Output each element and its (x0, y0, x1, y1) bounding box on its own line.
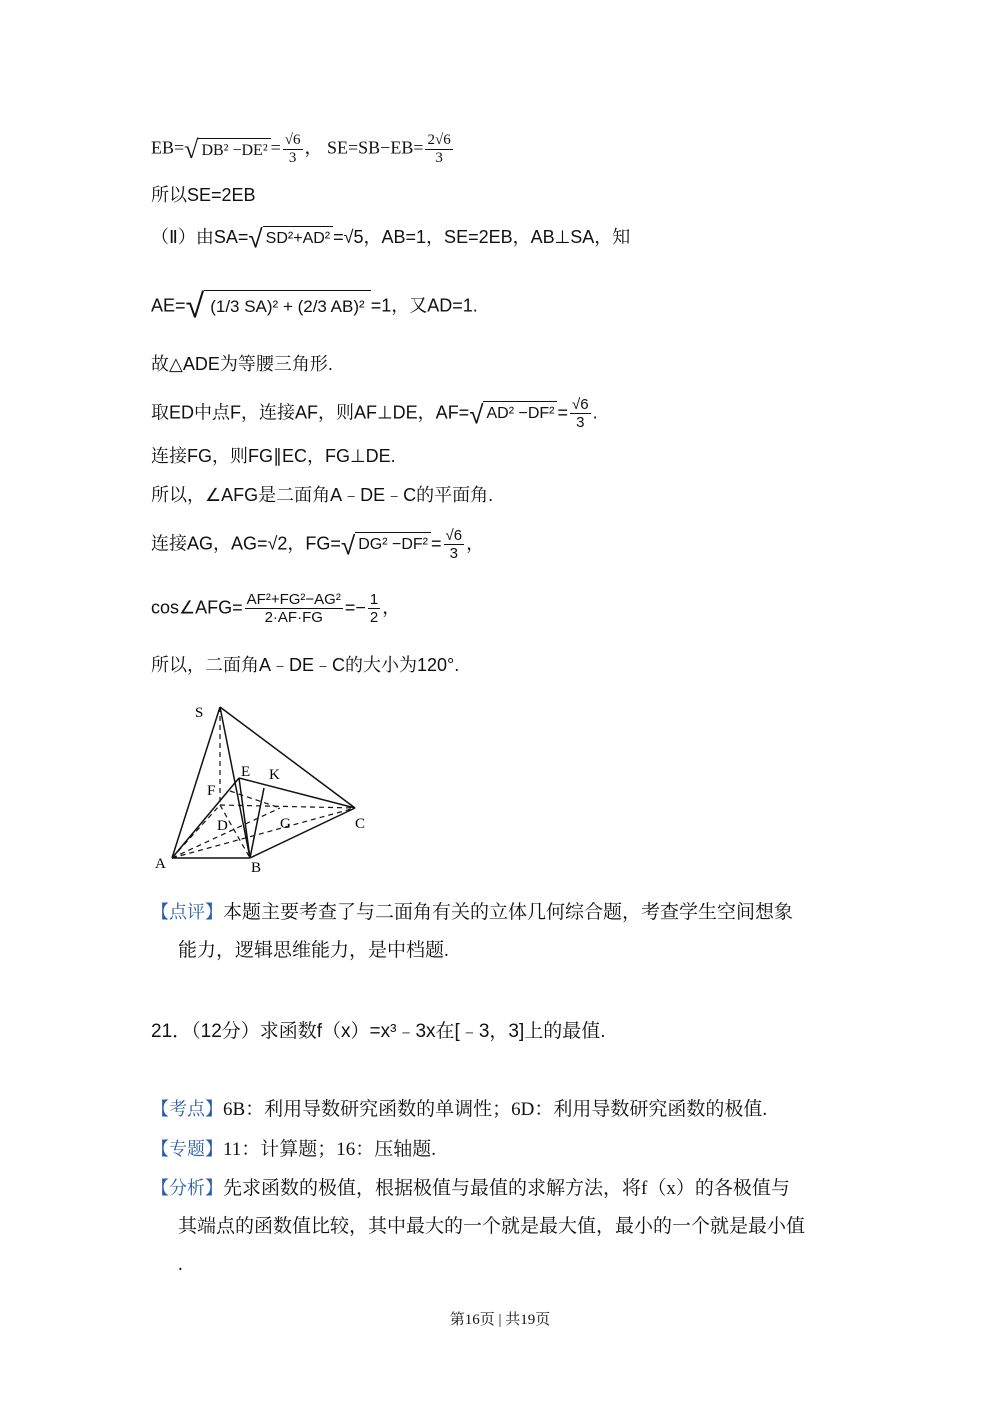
label-e: E (241, 764, 251, 780)
ae-label: AE= (151, 295, 186, 316)
edge-bc (250, 808, 355, 858)
isosceles-line: 故△ADE为等腰三角形. (151, 354, 333, 374)
fenxi-text-2: 其端点的函数值比较，其中最大的一个就是最大值，最小的一个就是最小值 (178, 1216, 806, 1237)
comment-text-2: 能力，逻辑思维能力，是中档题. (178, 940, 449, 961)
pyramid-figure (140, 695, 390, 885)
comment-section (151, 894, 851, 970)
ag-prefix: 连接AG，AG=√2，FG= (151, 533, 341, 554)
kaodian-tag: 【考点】 (151, 1099, 223, 1120)
eb-radical: √ DB² −DE² (184, 136, 270, 162)
label-s: S (195, 705, 204, 721)
cos-comma: ， (382, 597, 401, 618)
kaodian-text: 6B：利用导数研究函数的单调性；6D：利用导数研究函数的极值. (223, 1099, 768, 1120)
af-fraction: $\frac{√6}{3}$ (572, 396, 589, 431)
fenxi-text-3: . (178, 1254, 183, 1275)
fg-radical: √ DG² −DF² (341, 532, 431, 558)
label-d: D (217, 818, 228, 834)
cos-afg-line (151, 591, 400, 626)
problem-21: 21．（12分）求函数f（x）=x³﹣3x在[﹣3，3]上的最值. (151, 1021, 606, 1042)
comment-text-1: 本题主要考查了与二面角有关的立体几何综合题，考查学生空间想象 (223, 902, 794, 923)
label-c: C (355, 816, 366, 832)
edge-sc (220, 707, 355, 808)
label-k: K (269, 767, 280, 783)
eb-equals: = (270, 137, 281, 158)
se-fraction: $\frac{2√6}{3}$ (427, 132, 451, 166)
part-two-suffix: =√5，AB=1，SE=2EB，AB⊥SA，知 (333, 227, 631, 247)
fg-comma: ， (466, 533, 485, 554)
line-ae (172, 778, 239, 858)
label-g: G (280, 816, 291, 832)
af-prefix: 取ED中点F，连接AF，则AF⊥DE，AF= (151, 402, 470, 423)
fg-line: 连接FG，则FG∥EC，FG⊥DE. (151, 446, 396, 466)
af-period: . (592, 402, 598, 423)
af-radical: √ AD² −DF² (469, 401, 557, 427)
ae-radical: √ (1/3 SA)² + (2/3 AB)² (186, 290, 371, 323)
zhuanti-section (151, 1131, 851, 1169)
label-b: B (251, 860, 262, 876)
eb-fraction: $\frac{√6}{3}$ (284, 132, 301, 166)
eb-formula-line (151, 132, 455, 167)
fenxi-text-1: 先求函数的极值，根据极值与最值的求解方法，将f（x）的各极值与 (223, 1178, 790, 1199)
kaodian-section (151, 1091, 851, 1129)
ae-formula-line (151, 287, 478, 326)
cos-result-fraction: $\frac{1}{2}$ (369, 591, 379, 626)
cos-label: cos∠AFG= (151, 597, 243, 618)
edge-ad (172, 805, 220, 858)
label-f: F (207, 783, 216, 799)
fg-equals: = (431, 533, 442, 554)
conclusion-line: 所以，二面角A﹣DE﹣C的大小为120°. (151, 655, 460, 675)
eb-label: EB= (151, 137, 185, 158)
label-a: A (155, 856, 166, 872)
comment-tag: 【点评】 (151, 902, 223, 923)
part-two-line (151, 223, 631, 254)
ae-result: =1，又AD=1. (370, 295, 478, 316)
se-label: ， SE=SB−EB= (304, 137, 424, 158)
af-formula-line (151, 396, 598, 431)
angle-afg-line: 所以，∠AFG是二面角A﹣DE﹣C的平面角. (151, 485, 494, 505)
part-two-prefix: （Ⅱ）由SA= (151, 227, 249, 247)
cos-equals: =− (344, 597, 366, 618)
page-footer: 第16页 | 共19页 (449, 1312, 551, 1328)
fenxi-tag: 【分析】 (151, 1178, 223, 1199)
line-eb (239, 778, 250, 858)
zhuanti-text: 11：计算题；16：压轴题. (223, 1139, 437, 1160)
sa-radical: √ SD²+AD² (248, 225, 333, 251)
zhuanti-tag: 【专题】 (151, 1139, 223, 1160)
af-equals: = (557, 402, 568, 423)
line-ec (239, 778, 355, 808)
fg-fraction: $\frac{√6}{3}$ (445, 527, 463, 562)
cos-fraction: $\frac{\text{AF²+FG²−AG²}}{2\cdot AF\cdot FG}$ (246, 591, 341, 626)
line-kb (250, 788, 264, 858)
ag-fg-line (151, 527, 484, 562)
se-eq-2eb: 所以SE=2EB (151, 185, 256, 205)
fenxi-section (151, 1170, 851, 1284)
